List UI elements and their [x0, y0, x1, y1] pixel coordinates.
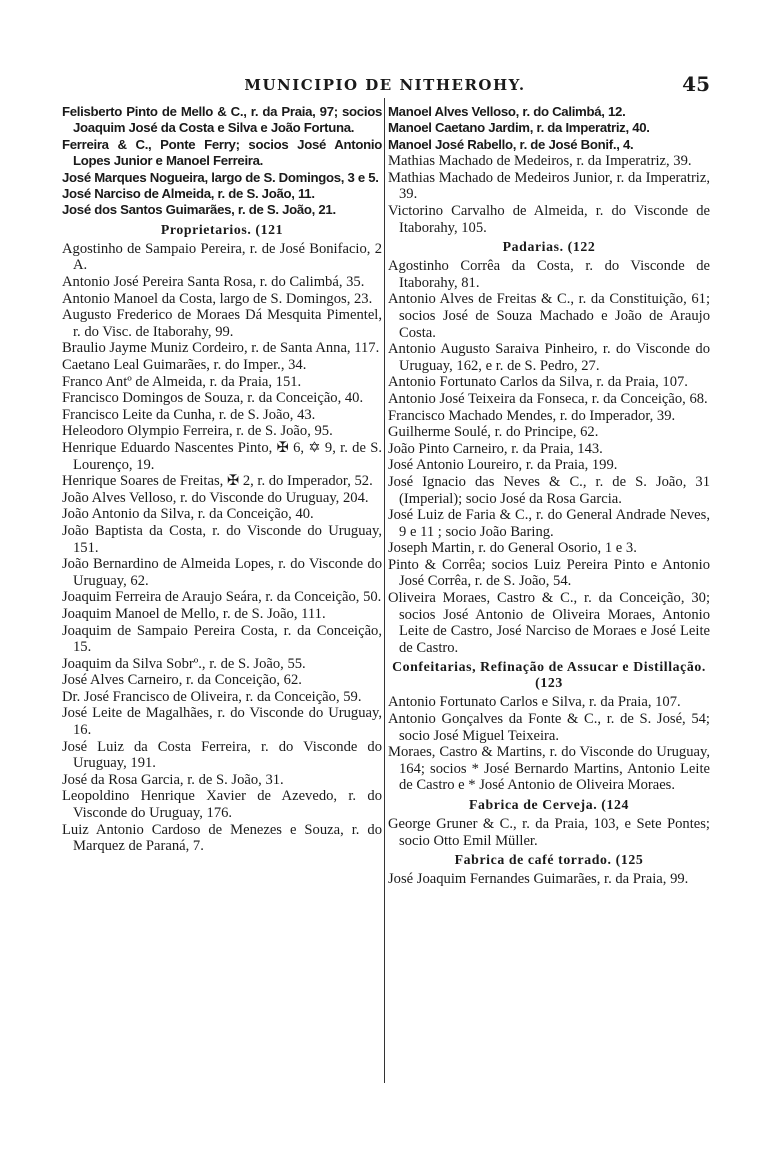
list-item: Francisco Machado Mendes, r. do Imperador, 39.	[388, 407, 676, 424]
list-item: João Antonio da Silva, r. da Conceição, 40.	[62, 506, 314, 523]
list-item: Victorino Carvalho de Almeida, r. do Visconde de Itaborahy, 105.	[388, 203, 710, 236]
list-item: José Narciso de Almeida, r. de S. João, 11.	[62, 186, 315, 202]
list-item: José Luiz da Costa Ferreira, r. do Visconde do Uruguay, 191.	[62, 738, 382, 772]
list-item: George Gruner & C., r. da Praia, 103, e Sete Pontes; socio Otto Emil Müller.	[388, 816, 710, 849]
list-item: José Joaquim Fernandes Guimarães, r. da Praia, 99.	[388, 871, 689, 888]
list-item: Caetano Leal Guimarães, r. do Imper., 34.	[62, 357, 307, 373]
list-item: Joaquim Manoel de Mello, r. de S. João, 111.	[62, 605, 326, 622]
section-heading-cerveja: Fabrica de Cerveja. (124	[469, 797, 629, 812]
list-item: Oliveira Moraes, Castro & C., r. da Conceição, 30; socios José Antonio de Oliveira Moraes, Antonio Leite de Castro, José Narciso de Moraes e José Leite de Castro.	[388, 590, 710, 656]
list-item: Joseph Martin, r. do General Osorio, 1 e 3.	[388, 540, 637, 557]
list-item: Antonio Gonçalves da Fonte & C., r. de S. José, 54; socio José Miguel Teixeira.	[388, 711, 710, 744]
right-column	[388, 104, 710, 888]
list-item: Franco Antº de Almeida, r. da Praia, 151.	[62, 373, 302, 390]
list-item: José da Rosa Garcia, r. de S. João, 31.	[62, 771, 284, 788]
list-item: Joaquim de Sampaio Pereira Costa, r. da Conceição, 15.	[62, 622, 382, 656]
list-item: Mathias Machado de Medeiros, r. da Imperatriz, 39.	[388, 153, 692, 170]
left-column	[62, 104, 382, 855]
list-item: Francisco Domingos de Souza, r. da Conceição, 40.	[62, 390, 364, 407]
list-item: Felisberto Pinto de Mello & C., r. da Praia, 97; socios Joaquim José da Costa e Silva e João Fortuna.	[62, 104, 382, 136]
list-item: Antonio Alves de Freitas & C., r. da Constituição, 61; socios José de Souza Machado e João de Araujo Costa.	[388, 291, 710, 341]
list-item: João Baptista da Costa, r. do Visconde do Uruguay, 151.	[62, 522, 382, 556]
list-item: Mathias Machado de Medeiros Junior, r. da Imperatriz, 39.	[388, 169, 710, 203]
list-item: Manoel Caetano Jardim, r. da Imperatriz, 40.	[388, 120, 650, 136]
list-item: Antonio Augusto Saraiva Pinheiro, r. do Visconde do Uruguay, 162, e r. de S. Pedro, 27.	[388, 341, 710, 374]
list-item: Agostinho Corrêa da Costa, r. do Visconde de Itaborahy, 81.	[388, 258, 710, 291]
list-item: Manoel Alves Velloso, r. do Calimbá, 12.	[388, 104, 626, 119]
list-item: Moraes, Castro & Martins, r. do Visconde do Uruguay, 164; socios * José Bernardo Martins, Antonio Leite de Castro e * José Antonio de Oliveira Moraes.	[388, 744, 710, 794]
list-item: Braulio Jayme Muniz Cordeiro, r. de Santa Anna, 117.	[62, 340, 380, 357]
section-heading-cafe: Fabrica de café torrado. (125	[454, 852, 644, 868]
list-item: Antonio José Pereira Santa Rosa, r. do Calimbá, 35.	[62, 274, 365, 291]
page-header	[60, 74, 710, 100]
list-item: Agostinho de Sampaio Pereira, r. de José Bonifacio, 2 A.	[62, 240, 382, 274]
list-item: Pinto & Corrêa; socios Luiz Pereira Pinto e Antonio José Corrêa, r. de S. João, 54.	[388, 556, 710, 590]
page-number: 45	[682, 72, 710, 96]
list-item: Francisco Leite da Cunha, r. de S. João, 43.	[62, 406, 316, 423]
list-item: Ferreira & C., Ponte Ferry; socios José Antonio Lopes Junior e Manoel Ferreira.	[62, 136, 382, 169]
list-item: José Alves Carneiro, r. da Conceição, 62.	[62, 672, 302, 689]
section-heading-padarias: Padarias. (122	[502, 239, 596, 255]
page-title: MUNICIPIO DE NITHEROHY.	[244, 76, 526, 94]
list-item: Antonio Manoel da Costa, largo de S. Domingos, 23.	[62, 290, 373, 307]
section-heading-proprietarios: Proprietarios. (121	[160, 221, 284, 237]
list-item: José Marques Nogueira, largo de S. Domingos, 3 e 5.	[62, 169, 379, 185]
list-item: Heleodoro Olympio Ferreira, r. de S. João, 95.	[62, 423, 333, 440]
list-item: Joaquim Ferreira de Araujo Seára, r. da Conceição, 50.	[62, 589, 382, 606]
list-item: Henrique Eduardo Nascentes Pinto, ✠ 6, ✡ 9, r. de S. Lourenço, 19.	[62, 439, 382, 473]
list-item: José Ignacio das Neves & C., r. de S. João, 31 (Imperial); socio José da Rosa Garcia.	[388, 473, 710, 507]
list-item: Leopoldino Henrique Xavier de Azevedo, r. do Visconde do Uruguay, 176.	[62, 788, 382, 822]
list-item: João Bernardino de Almeida Lopes, r. do Visconde do Uruguay, 62.	[62, 556, 382, 589]
list-item: Antonio Fortunato Carlos da Silva, r. da Praia, 107.	[388, 374, 688, 391]
list-item: José dos Santos Guimarães, r. de S. João, 21.	[62, 202, 336, 218]
list-item: Manoel José Rabello, r. de José Bonif., 4.	[388, 136, 634, 152]
list-item: José Leite de Magalhães, r. do Visconde do Uruguay, 16.	[62, 705, 382, 739]
list-item: Augusto Frederico de Moraes Dá Mesquita Pimentel, r. do Visc. de Itaborahy, 99.	[62, 307, 382, 340]
list-item: Joaquim da Silva Sobrº., r. de S. João, 55.	[62, 655, 306, 672]
list-item: Dr. José Francisco de Oliveira, r. da Conceição, 59.	[62, 688, 362, 705]
list-item: Antonio José Teixeira da Fonseca, r. da Conceição, 68.	[388, 390, 708, 407]
list-item: José Antonio Loureiro, r. da Praia, 199.	[388, 457, 618, 474]
list-item: Antonio Fortunato Carlos e Silva, r. da Praia, 107.	[388, 694, 681, 711]
list-item: Guilherme Soulé, r. do Principe, 62.	[388, 424, 599, 441]
section-heading-confeitarias: Confeitarias, Refinação de Assucar e Distillação. (123	[392, 659, 706, 691]
list-item: José Luiz de Faria & C., r. do General Andrade Neves, 9 e 11 ; socio João Baring.	[388, 507, 710, 540]
list-item: João Pinto Carneiro, r. da Praia, 143.	[388, 440, 603, 457]
list-item: João Alves Velloso, r. do Visconde do Uruguay, 204.	[62, 489, 369, 506]
list-item: Luiz Antonio Cardoso de Menezes e Souza, r. do Marquez de Paraná, 7.	[62, 821, 382, 855]
list-item: Henrique Soares de Freitas, ✠ 2, r. do Imperador, 52.	[62, 473, 373, 490]
column-divider	[384, 98, 385, 1083]
